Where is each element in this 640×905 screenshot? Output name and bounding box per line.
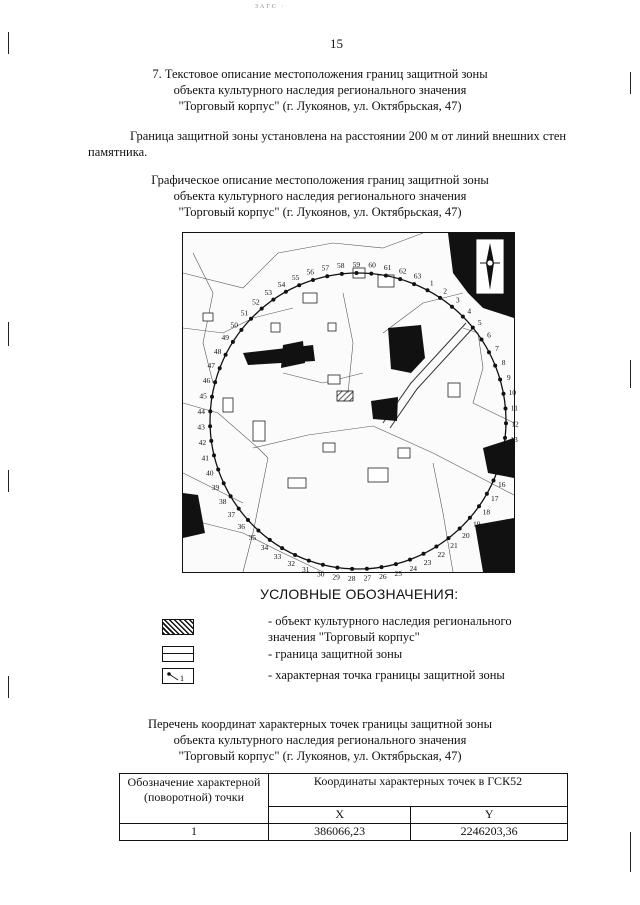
boundary-point <box>307 559 311 563</box>
boundary-point <box>249 317 253 321</box>
boundary-point <box>222 481 226 485</box>
boundary-point <box>434 545 438 549</box>
boundary-point <box>256 529 260 533</box>
left-margin-line <box>8 322 9 346</box>
boundary-point <box>213 380 217 384</box>
boundary-point-label: 31 <box>302 565 310 575</box>
boundary-point-label: 58 <box>337 260 345 270</box>
boundary-point-label: 5 <box>477 317 482 327</box>
boundary-point-label: 1 <box>429 278 434 288</box>
boundary-point <box>398 277 402 281</box>
right-margin-line <box>630 360 631 388</box>
boundary-point-label: 23 <box>423 557 432 567</box>
boundary-point <box>504 421 508 425</box>
boundary-point-label: 52 <box>252 297 260 307</box>
boundary-point <box>369 272 373 276</box>
boundary-point <box>408 558 412 562</box>
boundary-point <box>218 366 222 370</box>
boundary-point <box>321 563 325 567</box>
boundary-point <box>271 298 275 302</box>
boundary-point-label: 22 <box>437 550 445 560</box>
boundary-point-label: 55 <box>291 272 300 282</box>
boundary-point-label: 42 <box>198 438 207 448</box>
boundary-point-label: 19 <box>472 519 481 529</box>
section-title-line: объекта культурного наследия регионального значения <box>173 83 467 97</box>
body-paragraph <box>88 128 588 160</box>
boundary-point-label: 16 <box>497 480 506 490</box>
boundary-point <box>492 479 496 483</box>
boundary-point-label: 39 <box>211 483 220 492</box>
boundary-point-label: 30 <box>317 569 325 579</box>
boundary-point <box>350 567 354 571</box>
boundary-point-label: 11 <box>510 403 519 413</box>
cell-y: 2246203,36 <box>411 824 568 841</box>
boundary-point-label: 51 <box>240 308 249 318</box>
boundary-point <box>485 492 489 496</box>
boundary-point <box>394 562 398 566</box>
boundary-point <box>209 439 213 443</box>
boundary-point <box>461 315 465 319</box>
boundary-point-label: 50 <box>230 320 239 330</box>
boundary-point <box>450 305 454 309</box>
boundary-point <box>468 516 472 520</box>
boundary-point <box>477 504 481 508</box>
boundary-point-label: 3 <box>455 295 460 305</box>
heritage-object-hatched <box>337 391 353 401</box>
boundary-point-label: 21 <box>450 541 458 551</box>
boundary-point-label: 2 <box>443 286 447 296</box>
boundary-point <box>293 553 297 557</box>
section-title-line: "Торговый корпус" (г. Лукоянов, ул. Октябрьская, 47) <box>178 99 462 113</box>
boundary-point <box>297 283 301 287</box>
boundary-point-label: 7 <box>495 344 499 353</box>
boundary-point <box>471 326 475 330</box>
boundary-point <box>268 538 272 542</box>
paragraph-line: Граница защитной зоны установлена на расстоянии 200 м от линий внешних стен <box>130 129 567 143</box>
boundary-point-label: 53 <box>264 288 273 298</box>
boundary-point <box>458 527 462 531</box>
coords-title-line: Перечень координат характерных точек границы защитной зоны <box>147 717 493 731</box>
boundary-point-label: 34 <box>260 543 269 553</box>
boundary-point <box>212 453 216 457</box>
boundary-point <box>501 451 505 455</box>
boundary-point <box>487 350 491 354</box>
boundary-point-label: 20 <box>462 531 470 540</box>
boundary-point-label: 25 <box>394 568 403 578</box>
boundary-point <box>325 274 329 278</box>
boundary-point <box>365 567 369 571</box>
x-header: X <box>269 807 411 824</box>
boundary-point-label: 12 <box>511 419 519 429</box>
boundary-point <box>422 552 426 556</box>
left-margin-line <box>8 470 9 492</box>
boundary-point-label: 60 <box>368 260 376 270</box>
boundary-point <box>216 468 220 472</box>
legend-object-symbol <box>162 619 194 635</box>
boundary-point-label: 6 <box>487 330 491 340</box>
boundary-point-label: 59 <box>352 260 361 269</box>
boundary-point <box>311 278 315 282</box>
legend-point-symbol-label: 1 <box>180 674 184 683</box>
left-margin-line <box>8 676 9 698</box>
boundary-point-label: 4 <box>467 306 472 316</box>
boundary-point-label: 61 <box>383 262 392 272</box>
boundary-point <box>412 282 416 286</box>
boundary-point <box>426 288 430 292</box>
boundary-point-label: 45 <box>199 391 207 401</box>
boundary-point-label: 56 <box>306 267 314 277</box>
cell-x: 386066,23 <box>269 824 411 841</box>
legend-point-symbol <box>162 668 194 684</box>
boundary-point-label: 36 <box>237 522 246 532</box>
left-margin-line <box>8 32 9 54</box>
point-header: Обозначение характерной (поворотной) точки <box>120 774 269 824</box>
boundary-point-label: 29 <box>332 572 340 582</box>
boundary-point-label: 48 <box>213 346 222 356</box>
boundary-point <box>340 272 344 276</box>
boundary-point-label: 43 <box>197 422 205 432</box>
boundary-point <box>284 290 288 294</box>
boundary-point-label: 32 <box>287 559 296 569</box>
boundary-point <box>208 409 212 413</box>
boundary-point-label: 18 <box>482 507 491 517</box>
boundary-point <box>260 307 264 311</box>
boundary-point <box>498 378 502 382</box>
legend-point-text: - характерная точка границы защитной зоны <box>268 668 505 682</box>
boundary-point-label: 47 <box>207 361 216 371</box>
scan-mark: ЗАГС · <box>255 4 286 10</box>
coords-title <box>0 716 640 764</box>
boundary-point <box>210 395 214 399</box>
right-margin-line <box>630 832 631 872</box>
site-map <box>182 232 519 583</box>
legend-object-line: - объект культурного наследия регионального <box>268 614 512 628</box>
boundary-point <box>224 353 228 357</box>
graphic-title-line: объекта культурного наследия регионального значения <box>173 189 467 203</box>
coords-title-line: объекта культурного наследия регионального значения <box>173 733 467 747</box>
boundary-point-label: 38 <box>219 496 227 506</box>
boundary-point-label: 63 <box>413 271 422 281</box>
boundary-point <box>231 340 235 344</box>
boundary-point <box>335 566 339 570</box>
coordinates-table <box>119 773 568 841</box>
boundary-point <box>480 338 484 342</box>
boundary-point <box>503 436 507 440</box>
legend-boundary-text: - граница защитной зоны <box>268 647 403 661</box>
legend-boundary-symbol <box>162 646 194 662</box>
boundary-point <box>208 424 212 428</box>
boundary-point-label: 17 <box>490 494 499 504</box>
graphic-title-line: Графическое описание местоположения границ защитной зоны <box>151 173 489 187</box>
boundary-point-label: 10 <box>508 388 517 398</box>
boundary-point <box>246 518 250 522</box>
boundary-point-label: 54 <box>277 279 286 289</box>
boundary-point <box>504 407 508 411</box>
table-header-row <box>120 774 568 807</box>
y-header: Y <box>411 807 568 824</box>
page-number: 15 <box>330 36 343 51</box>
boundary-point-label: 37 <box>227 509 236 519</box>
boundary-point <box>497 465 501 469</box>
boundary-point <box>493 364 497 368</box>
boundary-point-label: 27 <box>363 573 372 583</box>
section-title-line: 7. Текстовое описание местоположения границ защитной зоны <box>152 67 488 81</box>
boundary-point-label: 46 <box>202 376 211 385</box>
coords-title-line: "Торговый корпус" (г. Лукоянов, ул. Октябрьская, 47) <box>178 749 462 763</box>
boundary-point-label: 49 <box>221 333 230 343</box>
boundary-point-label: 9 <box>506 373 511 382</box>
boundary-point <box>438 296 442 300</box>
boundary-point-label: 13 <box>510 435 518 444</box>
boundary-point <box>384 274 388 278</box>
north-arrow-icon <box>476 239 504 294</box>
coords-header: Координаты характерных точек в ГСК52 <box>269 774 568 807</box>
boundary-point-label: 15 <box>503 465 512 475</box>
boundary-point <box>502 392 506 396</box>
legend-object-text <box>268 613 512 645</box>
boundary-point-label: 26 <box>379 572 387 581</box>
boundary-point-label: 24 <box>409 564 417 573</box>
section-title <box>0 66 640 114</box>
boundary-point <box>355 271 359 275</box>
boundary-point-label: 33 <box>273 551 282 561</box>
boundary-point-label: 62 <box>399 266 407 276</box>
boundary-point-label: 8 <box>501 358 506 368</box>
boundary-point <box>447 536 451 540</box>
boundary-point-label: 44 <box>197 406 206 416</box>
boundary-point-label: 14 <box>507 450 516 460</box>
boundary-point <box>239 328 243 332</box>
legend-title: УСЛОВНЫЕ ОБОЗНАЧЕНИЯ: <box>260 586 459 602</box>
boundary-point-label: 35 <box>248 533 257 543</box>
boundary-point <box>237 507 241 511</box>
boundary-point-label: 57 <box>321 263 330 273</box>
boundary-point-label: 40 <box>205 468 214 478</box>
boundary-point-label: 28 <box>347 573 356 583</box>
boundary-point-label: 41 <box>201 453 210 463</box>
graphic-title-line: "Торговый корпус" (г. Лукоянов, ул. Октябрьская, 47) <box>178 205 462 219</box>
boundary-point <box>380 565 384 569</box>
cell-point: 1 <box>120 824 269 841</box>
boundary-point <box>229 494 233 498</box>
legend-object-line: значения "Торговый корпус" <box>268 630 420 644</box>
graphic-title <box>0 172 640 220</box>
boundary-point <box>280 546 284 550</box>
table-row <box>120 824 568 841</box>
paragraph-line: памятника. <box>88 145 148 159</box>
